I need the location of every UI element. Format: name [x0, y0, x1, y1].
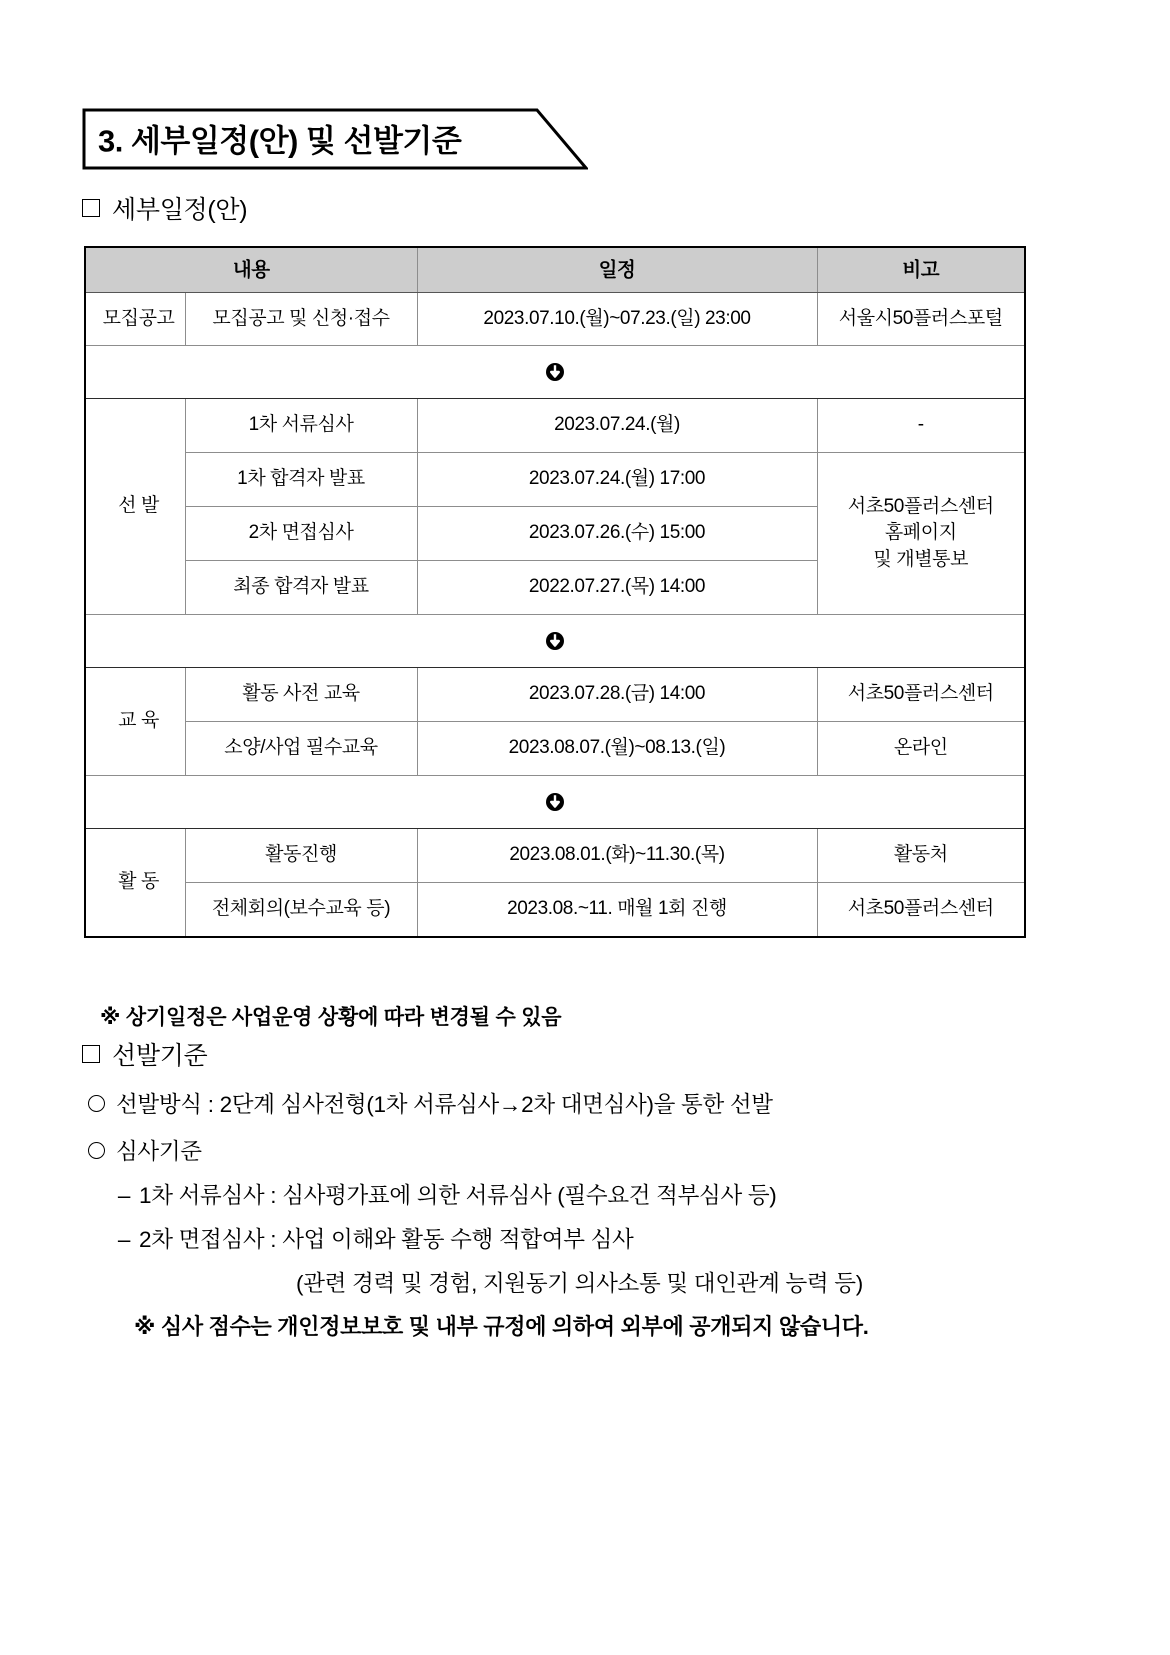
row-date: 2023.07.24.(월)	[417, 399, 817, 453]
down-arrow-in-circle-icon	[544, 630, 566, 652]
criteria-standard	[88, 1134, 202, 1166]
row-date: 2023.08.01.(화)~11.30.(목)	[417, 829, 817, 883]
row-note: -	[817, 399, 1025, 453]
criteria-final-note: ※ 심사 점수는 개인정보보호 및 내부 규정에 의하여 외부에 공개되지 않습니다.	[134, 1314, 869, 1339]
row-date: 2023.07.28.(금) 14:00	[417, 668, 817, 722]
table-row	[85, 668, 1025, 722]
row-item: 최종 합격자 발표	[185, 561, 417, 615]
table-row	[85, 399, 1025, 453]
row-date: 2023.08.07.(월)~08.13.(일)	[417, 722, 817, 776]
criteria-standard-label: 심사기준	[116, 1139, 202, 1164]
page-title: 3. 세부일정(안) 및 선발기준	[98, 123, 462, 159]
criteria-method-label: 선발방식 : 2단계 심사전형(1차 서류심사→2차 대면심사)을 통한 선발	[116, 1092, 773, 1117]
dash-bullet-icon: –	[117, 1227, 131, 1252]
criteria-second-review-label: 2차 면접심사 : 사업 이해와 활동 수행 적합여부 심사	[139, 1227, 634, 1252]
table-row	[85, 722, 1025, 776]
square-bullet-icon	[82, 199, 100, 217]
row-note: 서울시50플러스포털	[817, 293, 1025, 346]
row-category: 활 동	[85, 829, 185, 938]
table-row	[85, 453, 1025, 507]
dash-bullet-icon: –	[117, 1183, 131, 1208]
row-date: 2023.07.26.(수) 15:00	[417, 507, 817, 561]
separator-row	[85, 346, 1025, 399]
criteria-second-review	[116, 1222, 633, 1254]
separator-cell	[85, 346, 1025, 399]
subheading-schedule-label: 세부일정(안)	[112, 196, 248, 224]
row-item: 활동 사전 교육	[185, 668, 417, 722]
section-banner	[82, 108, 588, 170]
separator-cell	[85, 615, 1025, 668]
table-row	[85, 883, 1025, 938]
table-header-row	[85, 247, 1025, 293]
column-header-date: 일정	[417, 247, 817, 293]
column-header-note: 비고	[817, 247, 1025, 293]
row-note: 서초50플러스센터	[817, 883, 1025, 938]
criteria-second-review-detail	[296, 1266, 863, 1298]
row-category: 교 육	[85, 668, 185, 776]
row-date: 2023.08.~11. 매월 1회 진행	[417, 883, 817, 938]
schedule-table	[84, 246, 1026, 938]
separator-row	[85, 615, 1025, 668]
criteria-method	[88, 1087, 773, 1119]
criteria-second-review-detail-label: (관련 경력 및 경험, 지원동기 의사소통 및 대인관계 능력 등)	[296, 1271, 863, 1296]
row-date: 2023.07.10.(월)~07.23.(일) 23:00	[417, 293, 817, 346]
schedule-table-container	[84, 246, 1024, 938]
table-row	[85, 293, 1025, 346]
square-bullet-icon	[82, 1045, 100, 1063]
row-note-merged: 서초50플러스센터 홈페이지 및 개별통보	[817, 453, 1025, 615]
separator-cell	[85, 776, 1025, 829]
row-item: 1차 서류심사	[185, 399, 417, 453]
circle-bullet-icon	[88, 1142, 105, 1159]
row-item: 2차 면접심사	[185, 507, 417, 561]
row-note: 활동처	[817, 829, 1025, 883]
down-arrow-in-circle-icon	[544, 361, 566, 383]
row-item: 1차 합격자 발표	[185, 453, 417, 507]
subheading-criteria	[82, 1036, 207, 1072]
row-category: 선 발	[85, 399, 185, 615]
subheading-schedule	[82, 190, 247, 226]
column-header-content: 내용	[85, 247, 417, 293]
down-arrow-in-circle-icon	[544, 791, 566, 813]
criteria-first-review-label: 1차 서류심사 : 심사평가표에 의한 서류심사 (필수요건 적부심사 등)	[139, 1183, 777, 1208]
separator-row	[85, 776, 1025, 829]
row-date: 2023.07.24.(월) 17:00	[417, 453, 817, 507]
criteria-first-review	[116, 1178, 776, 1210]
row-note: 온라인	[817, 722, 1025, 776]
row-category: 모집공고	[85, 293, 185, 346]
row-item: 소양/사업 필수교육	[185, 722, 417, 776]
row-item: 모집공고 및 신청·접수	[185, 293, 417, 346]
subheading-criteria-label: 선발기준	[112, 1042, 208, 1070]
row-date: 2022.07.27.(목) 14:00	[417, 561, 817, 615]
table-row	[85, 829, 1025, 883]
circle-bullet-icon	[88, 1095, 105, 1112]
row-item: 활동진행	[185, 829, 417, 883]
row-note: 서초50플러스센터	[817, 668, 1025, 722]
row-item: 전체회의(보수교육 등)	[185, 883, 417, 938]
schedule-footnote: ※ 상기일정은 사업운영 상황에 따라 변경될 수 있음	[100, 1006, 562, 1029]
